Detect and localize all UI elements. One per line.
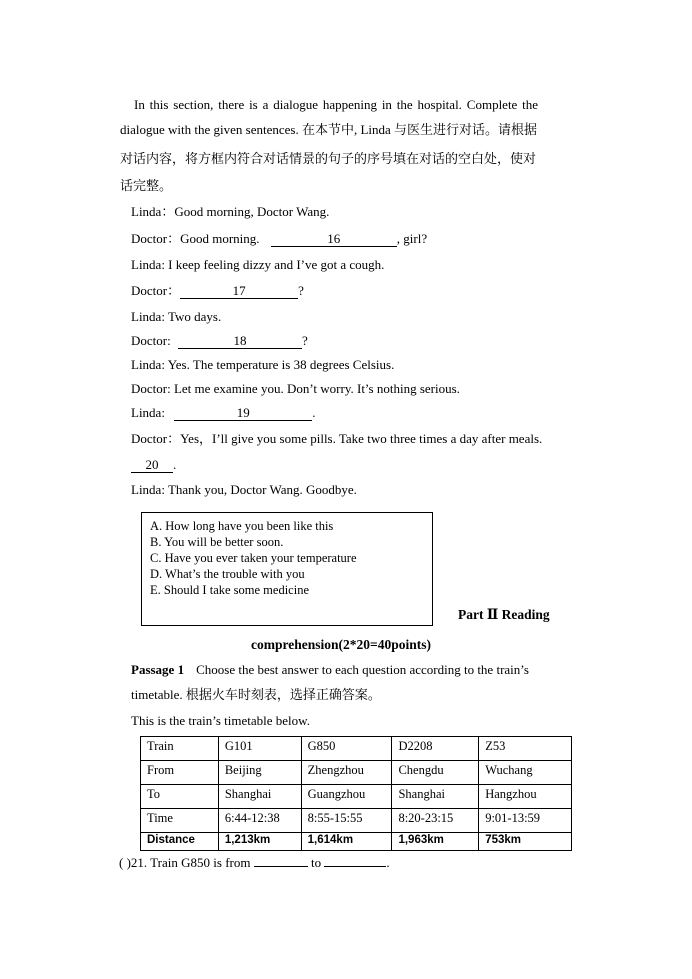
table-cell: From (141, 761, 219, 785)
table-cell: Z53 (479, 737, 572, 761)
speaker-text: Linda: (131, 405, 169, 420)
table-cell: G101 (218, 737, 301, 761)
question-text-end: . (386, 855, 390, 870)
intro-line-1: In this section, there is a dialogue happening in the hospital. Complete the (134, 97, 539, 112)
table-cell: Time (141, 809, 219, 833)
dialogue-line (131, 282, 304, 300)
option-b: B. You will be better soon. (150, 535, 284, 549)
question-text: 21. Train G850 is from (130, 855, 251, 870)
passage-instruction: Choose the best answer to each question according to the train’s (196, 662, 529, 677)
speaker-text: Doctor： (131, 283, 181, 298)
table-cell: 753km (479, 833, 572, 851)
line-end: , girl? (396, 231, 428, 246)
speaker-text: Doctor：Good morning. (131, 231, 263, 246)
table-row (141, 785, 572, 809)
table-cell: Guangzhou (301, 785, 392, 809)
dialogue-line: Linda: Yes. The temperature is 38 degrees Celsius. (131, 357, 395, 372)
option-a: A. How long have you been like this (150, 519, 334, 533)
table-cell: Shanghai (218, 785, 301, 809)
table-cell: Zhengzhou (301, 761, 392, 785)
train-timetable (140, 736, 572, 851)
dialogue-line: Linda: Thank you, Doctor Wang. Goodbye. (131, 482, 357, 497)
dialogue-line (131, 404, 315, 422)
dialogue-line: Linda: I keep feeling dizzy and I’ve got a cough. (131, 257, 385, 272)
table-cell: 6:44-12:38 (218, 809, 301, 833)
answer-blank-20[interactable]: 20 (131, 458, 173, 473)
answer-blank-17[interactable]: 17 (180, 284, 298, 299)
options-box (141, 512, 433, 626)
dialogue-line (131, 332, 308, 350)
answer-blank-16[interactable]: 16 (271, 232, 397, 247)
line-end: . (312, 405, 316, 420)
dialogue-line (131, 230, 427, 248)
table-cell: 1,614km (301, 833, 392, 851)
table-cell: Hangzhou (479, 785, 572, 809)
table-cell: 1,213km (218, 833, 301, 851)
table-cell: 9:01-13:59 (479, 809, 572, 833)
passage-intro: This is the train’s timetable below. (131, 713, 310, 728)
table-cell: Shanghai (392, 785, 479, 809)
option-e: E. Should I take some medicine (150, 583, 309, 597)
answer-blank-18[interactable]: 18 (178, 334, 302, 349)
part-heading-continued: comprehension(2*20=40points) (251, 637, 431, 652)
table-cell: Beijing (218, 761, 301, 785)
table-cell: G850 (301, 737, 392, 761)
line-end: ? (301, 333, 308, 348)
dialogue-line: Doctor: Let me examine you. Don’t worry. It’s nothing serious. (131, 381, 460, 396)
dialogue-line: Linda: Two days. (131, 309, 222, 324)
part-heading: Part Ⅱ Reading (458, 607, 550, 622)
table-cell: Train (141, 737, 219, 761)
intro-line-4: 话完整。 (120, 178, 173, 193)
question-21-blank-to[interactable] (324, 866, 386, 867)
question-21 (119, 854, 390, 872)
table-cell: 8:55-15:55 (301, 809, 392, 833)
question-text-mid: to (310, 855, 322, 870)
line-end: . (173, 457, 177, 472)
table-cell: Chengdu (392, 761, 479, 785)
table-row (141, 761, 572, 785)
table-cell: 8:20-23:15 (392, 809, 479, 833)
table-cell: 1,963km (392, 833, 479, 851)
passage-label: Passage 1 (131, 662, 185, 677)
line-end: ? (298, 283, 304, 298)
table-cell: D2208 (392, 737, 479, 761)
option-c: C. Have you ever taken your temperature (150, 551, 357, 565)
question-21-blank-from[interactable] (254, 866, 308, 867)
passage-instruction-line-1 (131, 661, 529, 679)
table-cell: To (141, 785, 219, 809)
intro-line-3: 对话内容，将方框内符合对话情景的句子的序号填在对话的空白处，使对 (120, 151, 537, 166)
passage-instruction-line-2: timetable. 根据火车时刻表，选择正确答案。 (131, 687, 381, 702)
table-row (141, 809, 572, 833)
table-row (141, 737, 572, 761)
table-row (141, 833, 572, 851)
dialogue-line: Linda：Good morning, Doctor Wang. (131, 204, 330, 219)
intro-line-2: dialogue with the given sentences. 在本节中, Linda 与医生进行对话。请根据 (120, 122, 538, 137)
table-cell: Distance (141, 833, 219, 851)
speaker-text: Doctor: (131, 333, 174, 348)
table-cell: Wuchang (479, 761, 572, 785)
dialogue-line: Doctor：Yes，I’ll give you some pills. Take two three times a day after meals. (131, 431, 543, 446)
answer-blank-19[interactable]: 19 (174, 406, 312, 421)
dialogue-line (131, 456, 176, 474)
answer-paren[interactable]: ( ) (119, 855, 131, 870)
option-d: D. What’s the trouble with you (150, 567, 305, 581)
